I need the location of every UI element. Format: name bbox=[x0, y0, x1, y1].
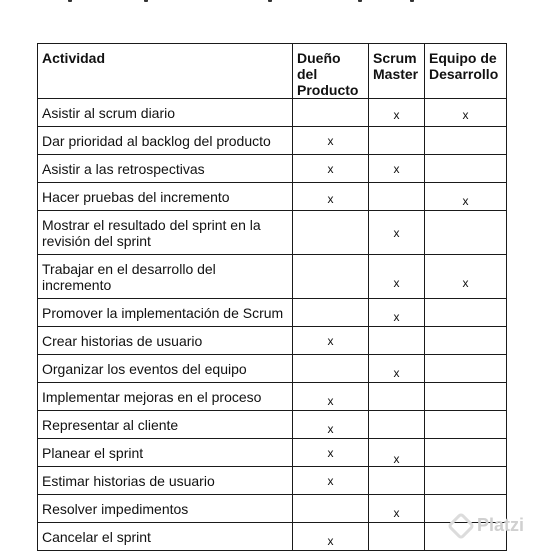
activity-text: Hacer pruebas del incremento bbox=[42, 188, 230, 205]
activity-cell bbox=[38, 355, 293, 383]
table-row bbox=[38, 411, 507, 439]
table-row bbox=[38, 467, 507, 495]
activity-text: Organizar los eventos del equipo bbox=[42, 360, 247, 377]
owner-mark-cell bbox=[293, 155, 369, 183]
check-mark: x bbox=[327, 421, 334, 436]
check-mark: x bbox=[393, 309, 400, 324]
master-mark-cell bbox=[369, 255, 425, 299]
activity-cell bbox=[38, 299, 293, 327]
header-line: Actividad bbox=[42, 50, 106, 66]
owner-mark-cell bbox=[293, 183, 369, 211]
owner-mark-cell bbox=[293, 495, 369, 523]
master-mark-cell bbox=[369, 383, 425, 411]
scrum-roles-table bbox=[37, 43, 507, 551]
team-mark-cell bbox=[425, 211, 507, 255]
header-row bbox=[38, 44, 507, 99]
owner-mark-cell bbox=[293, 439, 369, 467]
team-mark-cell bbox=[425, 255, 507, 299]
check-mark: x bbox=[393, 365, 400, 380]
table-row bbox=[38, 99, 507, 127]
activity-text: Resolver impedimentos bbox=[42, 500, 189, 517]
activity-text: Trabajar en el desarrollo del bbox=[42, 260, 216, 277]
activity-cell bbox=[38, 495, 293, 523]
activity-cell bbox=[38, 411, 293, 439]
owner-mark-cell bbox=[293, 255, 369, 299]
table-row bbox=[38, 211, 507, 255]
team-mark-cell bbox=[425, 355, 507, 383]
master-mark-cell bbox=[369, 155, 425, 183]
header-line: Desarrollo bbox=[429, 66, 499, 82]
master-mark-cell bbox=[369, 99, 425, 127]
header-line: Producto bbox=[297, 82, 359, 98]
team-mark-cell bbox=[425, 383, 507, 411]
check-mark: x bbox=[327, 161, 334, 176]
header-line: Dueño del bbox=[297, 50, 341, 82]
check-mark: x bbox=[462, 275, 469, 290]
master-mark-cell bbox=[369, 355, 425, 383]
master-mark-cell bbox=[369, 523, 425, 551]
owner-mark-cell bbox=[293, 327, 369, 355]
header-scrum-master bbox=[369, 44, 425, 99]
activity-cell bbox=[38, 327, 293, 355]
activity-text: revisión del sprint bbox=[42, 232, 151, 249]
activity-cell bbox=[38, 523, 293, 551]
check-mark: x bbox=[462, 193, 469, 208]
activity-cell bbox=[38, 383, 293, 411]
master-mark-cell bbox=[369, 467, 425, 495]
check-mark: x bbox=[393, 225, 400, 240]
activity-text: Cancelar el sprint bbox=[42, 528, 151, 545]
header-line: Scrum bbox=[373, 50, 417, 66]
cropped-text-line bbox=[58, 0, 418, 5]
watermark-text: Platzi bbox=[476, 515, 524, 535]
team-mark-cell bbox=[425, 99, 507, 127]
master-mark-cell bbox=[369, 183, 425, 211]
master-mark-cell bbox=[369, 211, 425, 255]
table-row bbox=[38, 523, 507, 551]
owner-mark-cell bbox=[293, 383, 369, 411]
activity-cell bbox=[38, 211, 293, 255]
team-mark-cell bbox=[425, 155, 507, 183]
activity-cell bbox=[38, 467, 293, 495]
owner-mark-cell bbox=[293, 523, 369, 551]
owner-mark-cell bbox=[293, 467, 369, 495]
team-mark-cell bbox=[425, 299, 507, 327]
activity-text: incremento bbox=[42, 276, 112, 293]
check-mark: x bbox=[327, 445, 334, 460]
activity-text: Estimar historias de usuario bbox=[42, 472, 215, 489]
owner-mark-cell bbox=[293, 299, 369, 327]
table-row bbox=[38, 183, 507, 211]
platzi-watermark bbox=[451, 515, 524, 536]
check-mark: x bbox=[327, 133, 334, 148]
table-row bbox=[38, 127, 507, 155]
activity-text: Asistir a las retrospectivas bbox=[42, 160, 205, 177]
activity-cell bbox=[38, 439, 293, 467]
master-mark-cell bbox=[369, 327, 425, 355]
table-row bbox=[38, 355, 507, 383]
header-actividad bbox=[38, 44, 293, 99]
activity-text: Promover la implementación de Scrum bbox=[42, 304, 284, 321]
owner-mark-cell bbox=[293, 99, 369, 127]
activity-text: Representar al cliente bbox=[42, 416, 179, 433]
activity-text: Planear el sprint bbox=[42, 444, 144, 461]
check-mark: x bbox=[393, 275, 400, 290]
master-mark-cell bbox=[369, 299, 425, 327]
header-dueno-del-producto bbox=[293, 44, 369, 99]
table-row bbox=[38, 495, 507, 523]
check-mark: x bbox=[462, 107, 469, 122]
owner-mark-cell bbox=[293, 127, 369, 155]
header-line: Equipo de bbox=[429, 50, 497, 66]
team-mark-cell bbox=[425, 327, 507, 355]
check-mark: x bbox=[393, 161, 400, 176]
activity-cell bbox=[38, 183, 293, 211]
master-mark-cell bbox=[369, 439, 425, 467]
activity-text: Mostrar el resultado del sprint en la bbox=[42, 216, 261, 233]
activity-text: Dar prioridad al backlog del producto bbox=[42, 132, 271, 149]
check-mark: x bbox=[327, 533, 334, 548]
activity-text: Crear historias de usuario bbox=[42, 332, 203, 349]
master-mark-cell bbox=[369, 127, 425, 155]
table-row bbox=[38, 255, 507, 299]
team-mark-cell bbox=[425, 467, 507, 495]
team-mark-cell bbox=[425, 439, 507, 467]
check-mark: x bbox=[327, 333, 334, 348]
table-row bbox=[38, 327, 507, 355]
check-mark: x bbox=[393, 107, 400, 122]
platzi-logo-icon bbox=[447, 511, 475, 539]
check-mark: x bbox=[393, 505, 400, 520]
activity-text: Implementar mejoras en el proceso bbox=[42, 388, 262, 405]
table-row bbox=[38, 299, 507, 327]
team-mark-cell bbox=[425, 127, 507, 155]
activity-cell bbox=[38, 99, 293, 127]
header-equipo-de-desarrollo bbox=[425, 44, 507, 99]
check-mark: x bbox=[327, 473, 334, 488]
activity-cell bbox=[38, 255, 293, 299]
owner-mark-cell bbox=[293, 355, 369, 383]
header-line: Master bbox=[373, 66, 419, 82]
table-row bbox=[38, 155, 507, 183]
team-mark-cell bbox=[425, 411, 507, 439]
check-mark: x bbox=[327, 393, 334, 408]
check-mark: x bbox=[393, 451, 400, 466]
check-mark: x bbox=[327, 191, 334, 206]
activity-text: Asistir al scrum diario bbox=[42, 104, 176, 121]
master-mark-cell bbox=[369, 411, 425, 439]
table-row bbox=[38, 383, 507, 411]
master-mark-cell bbox=[369, 495, 425, 523]
table-row bbox=[38, 439, 507, 467]
activity-cell bbox=[38, 155, 293, 183]
owner-mark-cell bbox=[293, 211, 369, 255]
team-mark-cell bbox=[425, 183, 507, 211]
owner-mark-cell bbox=[293, 411, 369, 439]
activity-cell bbox=[38, 127, 293, 155]
